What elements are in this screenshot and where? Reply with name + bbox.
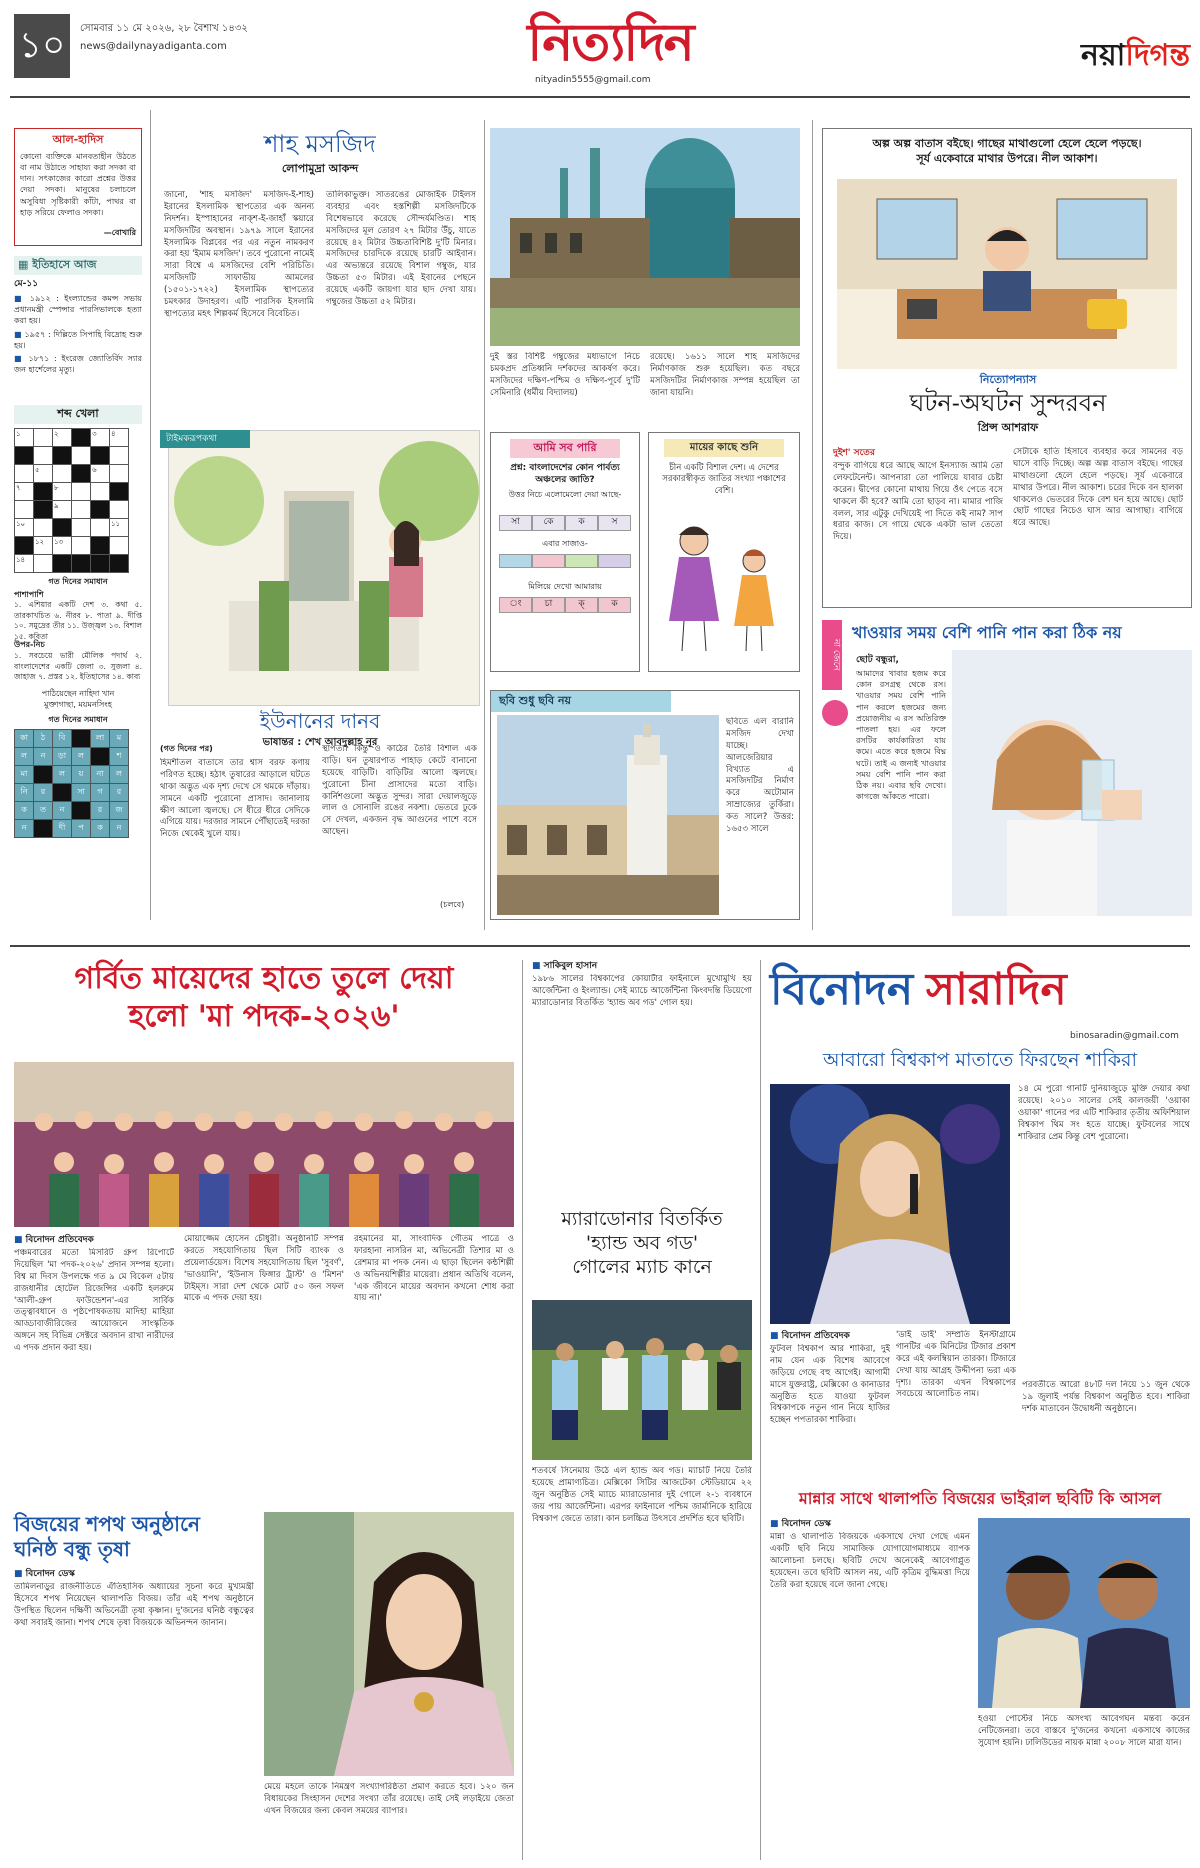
story-title: ইউনানের দানব	[259, 709, 381, 733]
mother-tag: মায়ের কাছে শুনি	[664, 439, 784, 457]
mosque-body-col2: তালিকাভুক্ত। সাতরঙের মোজাইক টাইলস ব্যবহার এবং হস্তশিল্পী মসজিদটিকে বিশেষভাবে করেছে সৌন্দর্যমণ্ডিত। শাহ মসজিদের মূল তোরণ ২৭ মিটার উঁচু, যাতে রয়েছে ৪২ মিটার উচ্চতাবিশিষ্ট দু'টি মিনার। মসজিদের চারদিকে রয়েছে চারটি আইবান। এর অভ্যন্তরে রয়েছে বিশাল গম্বুজ, যার উচ্চতা ৫৩ মিটার। এই ইবানের পেছনে রয়েছে একটি জায়গা যার ছাদ দেখা যায়। গম্বুজের উচ্চতা ৫২ মিটার।	[326, 190, 476, 308]
trisha-article	[14, 1512, 254, 1837]
paper-logo-b: দিগন্ত	[1125, 38, 1190, 73]
novel-body-col1: বন্দুক বাগিয়ে ধরে আছে আগে ইনস্যাজ আমি তো লেফটেনেন্ট। আপনারা তো পালিয়ে যাবার চেষ্টা করেন। দ্বীপের কোনো মাথায় গিয়ে ওঁৎ পেতে বসে থাকলে কী হবে? আমি তো ছাড়ব না। মামার পাজি বলল, সার এটুকু দেখিয়েই পা দিতে কই নাম? সাপ ধরার কাজ। সে গায়ে থেকে একটা ভাল তেতো দিয়ে।	[833, 461, 1003, 543]
maradona-photo	[532, 1300, 752, 1460]
history-item: ■ ১৮৭১ : ইংরেজ জ্যোতির্বিদ স্যার জন হার্শেলের মৃত্যু।	[14, 353, 142, 375]
quiz-box	[490, 432, 640, 672]
mother-text: চীন একটি বিশাল দেশ। এ দেশের সরকারস্বীকৃত জাতির সংখ্যা পঞ্চাশের বেশি।	[662, 462, 786, 497]
trisha-body: তামিলনাড়ুর রাজনীতিতে ঐতিহাসিক অধ্যায়ের সূচনা করে মুখ্যমন্ত্রী হিসেবে শপথ নিয়েছেন থালাপতি বিজয়। তাঁর এই শপথ অনুষ্ঠানে উপস্থিত ছিলেন দক্ষিণী অভিনেত্রী তৃষা কৃষ্ণান। দু'জনের ঘনিষ্ঠ বন্ধুত্বের কথা সবারই জানা। শপথ শেষে তৃষা বিজয়কে অভিনন্দন জানান।	[14, 1582, 254, 1628]
calendar-icon: ▦	[18, 258, 33, 271]
novel-author: প্রিন্স আশরাফ	[977, 421, 1039, 434]
mosque-author: লোপামুদ্রা আকন্দ	[281, 162, 359, 176]
quiz-tag: আমি সব পারি	[510, 439, 620, 458]
section-title: নিত্যদিন	[527, 12, 693, 73]
quiz-hint1: উত্তর নিচে এলোমেলো দেয়া আছে-	[508, 490, 622, 500]
story-body-col2: স্থাপত্য। কিন্তু ও কাঠের তৈরি বিশাল এক বাড়ি। ঘন তুষারপাত পাহাড় কেটে বানানো হয়েছে বাড়িটি। বাড়িটির আলো জ্বলছে। পুরোনো চীনা প্রাসাদের মতো বাড়ি। কার্নিশগুলো অদ্ভুত সুন্দর। সারা দেয়ালজুড়ে লাল ও সোনালি রঙের নকশা। ভেতরে ঢুকে সে দেখল, একজন বৃদ্ধ আগুনের পাশে বসে আছেন।	[322, 744, 477, 838]
shakira-body2: ফুটবল বিশ্বকাপ আর শাকিরা, দুই নাম যেন এক বিশেষ আবেগে জড়িয়ে গেছে বহু আগেই। আগামী মাসে যুক্তরাষ্ট্র, মেক্সিকো ও কানাডার অনুষ্ঠিত হতে যাওয়া ফুটবল বিশ্বকাপকে নতুন গান নিয়ে হাজির হচ্ছেন পপতারকা শাকিরা।	[770, 1344, 890, 1426]
maa-padak-body-col3: রহমানের মা, সাংবাদিক গৌতম পাত্রে ও ফারহানা নাসরিন মা, অভিনেত্রী তিশার মা ও রেশমার মা পদক নেন। এ ছাড়া ছিলেন কন্ঠশিল্পী ও অভিনয়শিল্পীর মায়েরা। প্রধান অতিথি বলেন, 'এক জীবনে মায়ের অবদান কখনো শোধ করা যায় না।'	[354, 1234, 514, 1304]
across-clues: ১. এশিয়ার একটি দেশ ৩. কথা ৫. তারকাখচিত ৬. নীরব ৮. পাতা ৯. দীপ্তি ১০. সমুদ্রের তীর ১১. উজ্জ্বল ১৩. বিশাল ১৫. কবিতা	[14, 600, 142, 641]
paper-logo-a: নয়া	[1081, 38, 1126, 73]
history-item: ■ ১৯৫৭ : দিল্লিতে সিপাহি বিদ্রোহ শুরু হয়।	[14, 329, 142, 350]
maradona-article	[532, 960, 752, 1279]
novel-box	[822, 128, 1192, 608]
maradona-title1: ম্যারাডোনার বিতর্কিত	[561, 1208, 723, 1231]
hadith-box	[14, 128, 142, 246]
mother-box	[648, 432, 800, 672]
binodon-email[interactable]: binosaradin@gmail.com	[1070, 1031, 1179, 1041]
trisha-byline: ■ বিনোদন ডেস্ক	[14, 1569, 75, 1579]
solution-grid: কা ঠ বি লা ম ল ন ড়া ল শ মা ল য় না ল নি র সা গ র ক ত ন র জ ন দী প ক ন	[14, 729, 129, 838]
shakira-headline: আবারো বিশ্বকাপ মাতাতে ফিরছেন শাকিরা	[823, 1049, 1137, 1071]
maa-padak-headline1: গর্বিত মায়েদের হাতে তুলে দেয়া	[74, 961, 454, 996]
crossword-grid[interactable]: ১ ২ ৩ ৪ ৫ ৬ ৭ ৮ ৯ ১০ ১১ ১২ ১৩ ১৪	[14, 428, 129, 573]
hadith-title: আল-হাদিস	[52, 133, 104, 146]
quiz-hint2: এবার সাজাও-	[542, 538, 588, 548]
paper-logo	[1000, 36, 1190, 77]
maa-padak-article	[14, 960, 514, 1035]
down-clues: ১. সবচেয়ে ভারী মৌলিক পদার্থ ২. বাংলাদেশের একটি জেলা ৩. সুজলা ৪. জাহাজ ৭. প্রস্তর ১২. ইতিহাসের ১৪. কাব্য	[14, 651, 142, 682]
column-rule	[522, 960, 523, 1860]
hadith-text: কোনো ব্যক্তিকে মানবতাহীন উঠতে বা নাম উঠাতে সাহায্য করা সদকা বা দান। সৎকাজের কারো প্রশ্নের উত্তর দেয়া সদকা। মানুষের চলাচলে অসুবিধা সৃষ্টিকারী কাঁটা, পাথর বা হাড় সরিয়ে ফেলাও সদকা।	[20, 151, 136, 217]
children-drawing	[649, 501, 799, 661]
masthead-rule	[10, 96, 1190, 98]
story-body-col1: হিমশীতল বাতাসে তার শ্বাস বরফ কণায় পরিণত হচ্ছে। হঠাৎ তুষারের আড়ালে ঘটতে থাকা অদ্ভুত এক দৃশ্য দেখে সে থমকে দাঁড়ায়। সামনে একটি পুরোনো প্রাসাদ। জানালায় ক্ষীণ আলো জ্বলছে। সে ধীরে ধীরে সেদিকে এগিয়ে যায়। দরজার সামনে পৌঁছাতেই দরজা নিজে থেকেই খুলে যায়।	[160, 758, 310, 840]
maradona-intro: ১৯৮৬ সালের বিশ্বকাপের কোয়ার্টার ফাইনালে মুখোমুখি হয় আর্জেন্টিনা ও ইংল্যান্ড। সেই ম্যাচে আর্জেন্টিনা কিংবদন্তি ডিয়েগো ম্যারাডোনার বিতর্কিত 'হ্যান্ড অব গড' গোল হয়।	[532, 974, 752, 1008]
quiz-row1: সা কে ক স	[499, 515, 631, 531]
winner-place: মুক্তাগাছা, ময়মনসিংহ	[44, 700, 112, 710]
story-article	[160, 430, 480, 770]
picture-box	[490, 690, 800, 920]
trisha-headline2: ঘনিষ্ঠ বন্ধু তৃষা	[14, 1537, 130, 1561]
winner-name: পাঠিয়েছেন নাহিদা খান	[41, 689, 115, 699]
maa-padak-body-col2: মোয়াজ্জেম হোসেন চৌধুরী। অনুষ্ঠানটি সম্পন্ন করতে সহযোগিতায় ছিল সিটি ব্যাংক ও প্রয়েলার্ডয়েস। বিশেষ সহযোগিতায় ছিল 'সুবর্ণ', 'ভাওয়ানি', 'ইউনাস ফিঙ্গার ট্রাস্ট' ও 'মিশন' টাইম্‌স। সারা দেশ থেকে মোট ৫০ জন সফল মাকে এ পদক দেয়া হয়।	[184, 1234, 344, 1304]
quiz-row2: ং চা ক্ ক	[499, 597, 631, 613]
trisha-headline1: বিজয়ের শপথ অনুষ্ঠানে	[14, 1512, 200, 1536]
maa-padak-headline2: হলো 'মা পদক-২০২৬'	[128, 998, 400, 1034]
mosque-caption-right: রয়েছে। ১৬১১ সালে শাহ মসজিদের নির্মাণকাজ শুরু হয়েছিল। কত বছরে মসজিদটির নির্মাণকাজ সম্পন্ন হয়েছিল তা জানা যায়নি।	[650, 352, 800, 398]
picture-text: ছবিতে এল বারানি মসজিদ দেখা যাচ্ছে। আলজেরিয়ার বিখ্যাত এ মসজিদটির নির্মাণ করে অটোমান সাম্রাজ্যের তুর্কিরা। কত সালে? উত্তর: ১৬৫৩ সালে	[726, 717, 794, 835]
column-rule	[484, 120, 485, 930]
news-email[interactable]: news@dailynayadiganta.com	[80, 41, 227, 52]
story-continued: (চলবে)	[440, 900, 465, 909]
column-rule	[812, 120, 813, 930]
binodon-title-a: বিনোদন	[770, 964, 914, 1015]
health-title: খাওয়ার সময় বেশি পানি পান করা ঠিক নয়	[852, 623, 1122, 642]
shakira-body4: পরবর্তীতে আরো ৪৮টি দল নিয়ে ১১ জুন থেকে ১৯ জুলাই পর্যন্ত বিশ্বকাপ অনুষ্ঠিত হবে। শাকিরা দর্শক মাতাবেন উদ্বোধনী অনুষ্ঠানে।	[1022, 1380, 1190, 1414]
health-box	[822, 620, 1192, 920]
history-box	[14, 256, 142, 375]
mosque-caption-left: দুই স্তর বিশিষ্ট গম্বুজের মধ্যভাগে নিচে চমকপ্রদ প্রতিধ্বনি দর্শকদের আকর্ষণ করে। মসজিদের দক্ষিণ-পশ্চিম ও দক্ষিণ-পূর্বে দু'টি সেমিনারি (ধর্মীয় বিদ্যালয়)	[490, 352, 640, 398]
shakira-body3: 'ডাই ডাই' সম্প্রতি ইনস্টাগ্রামে গানটির এক মিনিটের টিজার প্রকাশ করে এই কলম্বিয়ান তারকা। টিজারে দেখা যায় আগ্রহ উদ্দীপনা ভরা এক দৃশ্য। তারকা এখন বিশ্বকাপের সবচেয়ে আলোচিত নাম।	[896, 1330, 1016, 1400]
vijay-body2: হওয়া পোস্টের নিচে অসংখ্য আবেগঘন মন্তব্য করেন নেটিজেনরা। তবে বাস্তবে দু'জনের কখনো একসাথে কাজের সুযোগ হয়নি। ঢালিউডের নায়ক মান্না ২০০৮ সালে মারা যান।	[978, 1714, 1190, 1748]
novel-illustration	[837, 179, 1177, 369]
algeria-mosque-photo	[497, 715, 719, 915]
crossword-title: শব্দ খেলা	[14, 405, 142, 424]
shakira-photo	[770, 1084, 1010, 1324]
maa-padak-byline: ■ বিনোদন প্রতিবেদক	[14, 1235, 94, 1245]
quiz-hint3: মিলিয়ে দেখো আমারায়	[528, 581, 602, 591]
column-rule	[150, 110, 151, 920]
section-email[interactable]: nityadin5555@gmail.com	[535, 75, 651, 85]
girl-drinking-photo	[952, 650, 1192, 916]
column-rule	[760, 960, 761, 1860]
page-number: ১০	[14, 14, 70, 78]
binodon-title-b: সারাদিন	[926, 964, 1067, 1015]
section-rule	[10, 945, 1190, 947]
novel-label: নিত্যোপন্যাস	[979, 373, 1037, 386]
health-lead: ছোট বন্ধুরা,	[856, 655, 899, 665]
maradona-body: শতবর্ষে সিনেমায় উঠে এল হ্যান্ড অব গড। ম্যাচটি নিয়ে তৈরি হয়েছে প্রামাণ্যচিত্র। মেক্সিকো সিটির আজটেকা স্টেডিয়ামে ২২ জুন অনুষ্ঠিত সেই ম্যাচে ম্যারাডোনার দুই গোলে ২-১ ব্যবধানে জয় পায় আর্জেন্টিনা। এরপর ফাইনালে পশ্চিম জার্মানিকে হারিয়ে বিশ্বকাপ জেতে তারা। কান চলচ্চিত্র উৎসবে প্রদর্শিত হবে ছবিটি।	[532, 1466, 752, 1524]
maradona-byline: ■ সাকিবুল হাসান	[532, 961, 598, 971]
picture-tag: ছবি শুধু ছবি নয়	[491, 691, 671, 712]
across-label: পাশাপাশি	[14, 589, 44, 599]
solution-label: গত দিনের সমাধান	[48, 576, 108, 586]
quiz-question: প্রশ্ন: বাংলাদেশের কোন পার্বত্য অঞ্চলের জাতি?	[510, 462, 620, 485]
history-date: মে-১১	[14, 278, 39, 289]
novel-body-col2: সেটাকে হাতি হিসাবে ব্যবহার করে সামনের বড় ঘাসে বাড়ি দিচ্ছে। অল্প অল্প বাতাস বইছে। গাছের মাথাগুলো হেলে হেলে পড়ছে। সূর্য একেবারে মাথার উপরে। নীল আকাশ। চরের দিকে বন হালকা থাকলেও ভেতরের দিকে বেশ ঘন হয়ে আছে। ছোট ছোট গাছের নিচেও ঘাস আর আগাছা। বাগিয়ে ধরে আছে।	[1013, 447, 1183, 529]
trisha-photo	[264, 1512, 514, 1776]
history-title: ▦ ইতিহাসে আজ	[14, 256, 142, 275]
novel-prev: দুইশ' সতের	[833, 448, 875, 458]
vijay-mannna-photo	[978, 1518, 1190, 1708]
shakira-byline: ■ বিনোদন প্রতিবেদক	[770, 1331, 850, 1341]
novel-quote2: সূর্য একেবারে মাথার উপরে। নীল আকাশ।	[916, 151, 1098, 165]
story-translator: ভাষান্তর : শেখ আবদুল্লাহ নূর	[262, 737, 378, 748]
mosque-photo	[490, 128, 800, 346]
vijay-body: মান্না ও থালাপতি বিজয়কে একসাথে দেখা গেছে এমন একটি ছবি নিয়ে সামাজিক যোগাযোগমাধ্যমে ব্যাপক আলোচনা চলছে। ছবিটি দেখে অনেকেই আবেগাপ্লুত হয়েছেন। তবে ছবিটি আসল নয়, এটি কৃত্রিম বুদ্ধিমত্তা দিয়ে তৈরি করা হয়েছে বলে জানা গেছে।	[770, 1532, 970, 1590]
history-item: ■ ১৯১২ : ইংল্যান্ডের কমন্স সভায় প্রধানমন্ত্রী স্পেন্সার পারসিভালকে হত্যা করা হয়।	[14, 293, 142, 326]
mosque-title: শাহ মসজিদ	[264, 130, 376, 158]
down-label: উপর-নিচ	[14, 640, 45, 650]
story-prev-label: (গত দিনের পর)	[160, 744, 213, 753]
info-badge-icon	[822, 700, 848, 726]
vijay-byline: ■ বিনোদন ডেস্ক	[770, 1519, 831, 1529]
health-text: আমাদের খাবার হজম করে কোন রসগ্রন্থ থেকে রস। খাওয়ার সময় বেশি পানি পান করলে হজমের জন্য প্রয়োজনীয় এ রস অতিরিক্ত পাতলা হয়। এর ফলে রসটির কার্যকারিতা যায় কমে। এতে করে হজমে বিঘ্ন ঘটে। তাই এ জন্যই খাওয়ার সময় বেশি পানি পান করা ঠিক নয়। এবার ছবি দেখো। কাগজে আঁকতে পারো।	[856, 669, 946, 802]
binodon-header	[770, 960, 1190, 1020]
hadith-source: —বোখারি	[103, 227, 136, 237]
maradona-title3: গোলের ম্যাচ কানে	[572, 1255, 712, 1278]
mosque-article	[160, 128, 480, 319]
novel-quote1: অল্প অল্প বাতাস বইছে। গাছের মাথাগুলো হেলে হেলে পড়ছে।	[872, 137, 1142, 150]
maa-padak-group-photo	[14, 1062, 514, 1227]
dateline: সোমবার ১১ মে ২০২৬, ২৮ বৈশাখ ১৪৩২	[80, 23, 248, 34]
story-illustration	[168, 430, 480, 706]
story-ribbon: টাইমকরূপকথা	[160, 430, 250, 448]
quiz-colors	[499, 554, 631, 568]
maradona-title2: 'হ্যান্ড অব গড'	[585, 1231, 699, 1254]
shakira-body1: ১৪ মে পুরো গানটি দুনিয়াজুড়ে মুক্তি দেয়ার কথা রয়েছে। ২০১০ সালের সেই কালজয়ী 'ওয়াকা ওয়াকা' গানের পর এটি শাকিরার তৃতীয় অফিশিয়াল বিশ্বকাপ থিম সং হতে যাচ্ছে। ফুটবলের সাথে শাকিরার প্রেম কিন্তু বেশ পুরোনো।	[1018, 1084, 1190, 1142]
mosque-body-col1: জানো, 'শাহ মসজিদ' মসজিদ-ই-শাহ) ইরানের ইসলামিক স্থাপত্যের এক অনন্য নিদর্শন। ইস্পাহানের নাক্শ-ই-জাহাঁ স্কয়ারে মসজিদটির অবস্থান। ১৯৭৯ সালে ইরানের ইসলামিক বিপ্লবের পর এর নতুন নামকরণ করা হয় 'ইমাম মসজিদ'। তবে পুরোনো নামেই সারা বিশ্বে এ মসজিদের বেশি পরিচিতি। মসজিদটি সাফাভীয় আমলের (১৫০১-১৭২২) ইসলামিক স্থাপত্যের চমৎকার উদাহরণ। এটি পারসিক ইসলামি স্থাপত্যের মহৎ শিল্পকর্ম হিসেবে বিবেচিত।	[164, 190, 314, 319]
novel-title: ঘটন-অঘটন সুন্দরবন	[909, 389, 1107, 417]
solution-label-2: গত দিনের সমাধান	[48, 714, 108, 724]
vijay-headline: মান্নার সাথে থালাপতি বিজয়ের ভাইরাল ছবিটি কি আসল	[798, 1489, 1162, 1508]
maa-padak-body-col1: পঞ্চমবারের মতো মিসরিট গ্রুপ রিপোর্টে দিয়েছিল 'মা পদক-২০২৬' প্রদান সম্পন্ন হলো। বিশ্ব মা দিবস উপলক্ষে গত ৯ মে বিকেল ৫টায় রাজধানীর হোটেল রিজেন্সির একটি হলরুমে 'আলী-গ্রুপ ফাউন্ডেশন'-এর সার্বিক তত্ত্বাবধানে ও পৃষ্ঠপোষকতায় মাদিহা মাহিয়া আড্ডাবাজীরিজের আয়োজনে সাংস্কৃতিক অঙ্গনে সহ বিভিন্ন সেক্টরে অবদান রাখা নারীদের এ পদক প্রদান করা হয়।	[14, 1248, 174, 1354]
crossword-box	[14, 405, 142, 838]
trisha-body2: মেয়ে মহলে তাকে নিমন্ত্রণ সংখ্যাগরিষ্ঠতা প্রমাণ করতে হবে। ১২০ জন বিধায়কের সিংহাসন দেশের সংখ্যা তাঁর রয়েছে। তাই সেই লড়াইয়ে জেতা এখন বিজয়ের জন্য কেবল সময়ের ব্যাপার।	[264, 1782, 514, 1816]
health-side-label: না জেনে	[822, 620, 842, 690]
